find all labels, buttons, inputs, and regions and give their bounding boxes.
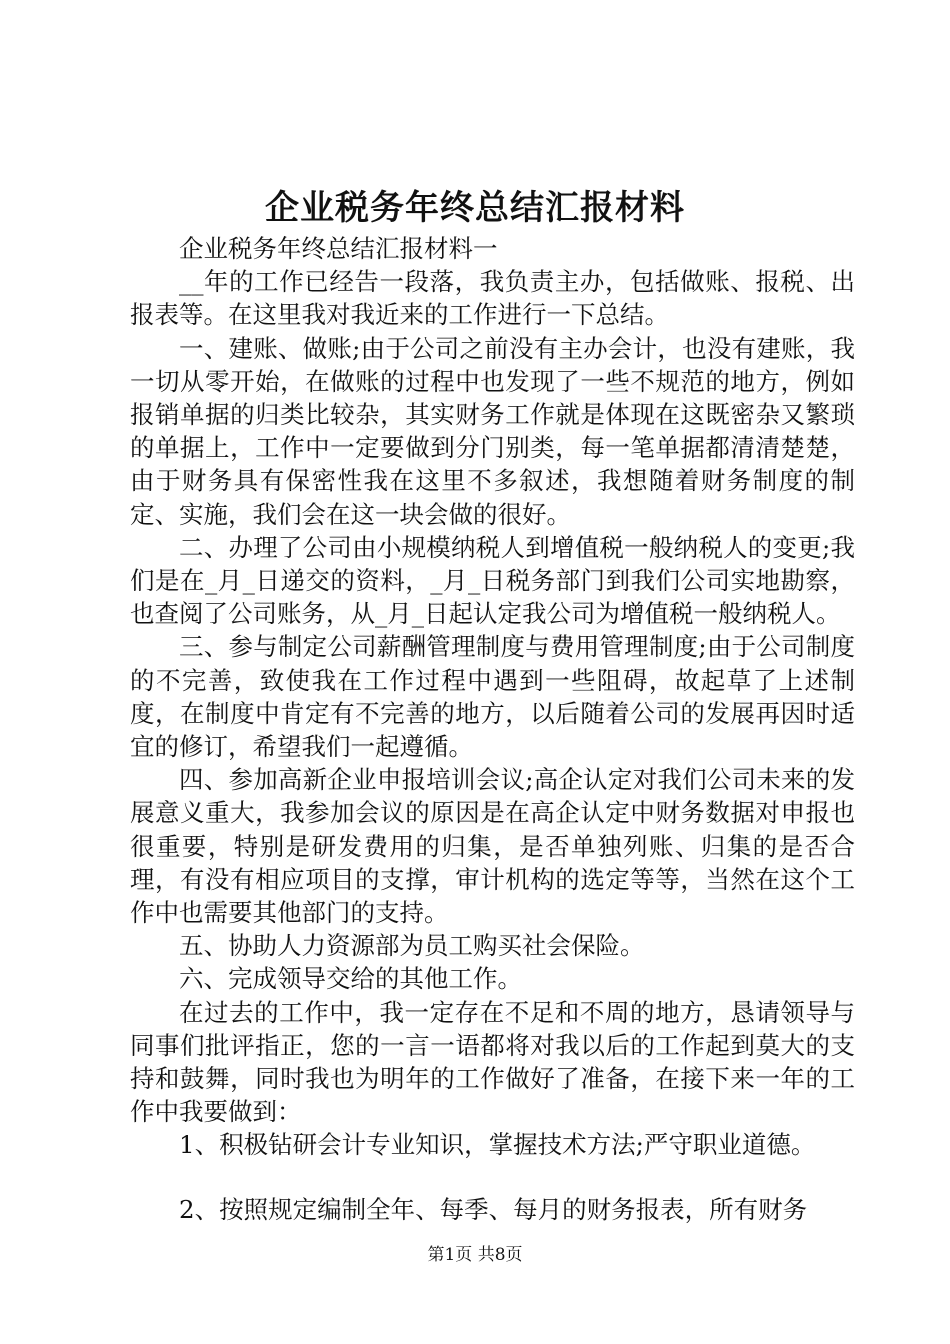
paragraph-item-5: 五、协助人力资源部为员工购买社会保险。 — [179, 931, 645, 961]
paragraph-item-3: 三、参与制定公司薪酬管理制度与费用管理制度;由于公司制度的不完善，致使我在工作过程中遇到一些阻碍，故起草了上述制度，在制度中肯定有不完善的地方，以后随着公司的发展再因时适宜的修订，希望我们一起遵循。 — [130, 632, 855, 762]
paragraph-item-6: 六、完成领导交给的其他工作。 — [179, 964, 522, 994]
paragraph-item-2: 二、办理了公司由小规模纳税人到增值税一般纳税人的变更;我们是在_月_日递交的资料，_月_日税务部门到我们公司实地勘察，也查阅了公司账务，从_月_日起认定我公司为增值税一般纳税人。 — [130, 532, 855, 629]
document-body — [130, 232, 855, 1226]
paragraph-reflection: 在过去的工作中，我一定存在不足和不周的地方，恳请领导与同事们批评指正，您的一言一语都将对我以后的工作起到莫大的支持和鼓舞，同时我也为明年的工作做好了准备，在接下来一年的工作中我要做到： — [130, 997, 855, 1127]
paragraph-goal-1: 1、积极钻研会计专业知识，掌握技术方法;严守职业道德。 — [179, 1130, 816, 1160]
paragraph-subtitle: 企业税务年终总结汇报材料一 — [179, 234, 498, 263]
paragraph-item-1: 一、建账、做账;由于公司之前没有主办会计，也没有建账，我一切从零开始，在做账的过程中也发现了一些不规范的地方，例如报销单据的归类比较杂，其实财务工作就是体现在这既密杂又繁琐的单据上，工作中一定要做到分门别类，每一笔单据都清清楚楚，由于财务具有保密性我在这里不多叙述，我想随着财务制度的制定、实施，我们会在这一块会做的很好。 — [130, 333, 855, 529]
document-title: 企业税务年终总结汇报材料 — [265, 188, 685, 228]
paragraph-item-4: 四、参加高新企业申报培训会议;高企认定对我们公司未来的发展意义重大，我参加会议的原因是在高企认定中财务数据对申报也很重要，特别是研发费用的归集，是否单独列账、归集的是否合理，有没有相应项目的支撑，审计机构的选定等等，当然在这个工作中也需要其他部门的支持。 — [130, 765, 855, 928]
page-number: 第1页 共8页 — [427, 1245, 523, 1265]
page-footer — [0, 1243, 950, 1267]
paragraph-intro: __年的工作已经告一段落，我负责主办，包括做账、报税、出报表等。在这里我对我近来的工作进行一下总结。 — [130, 267, 855, 330]
paragraph-goal-2: 2、按照规定编制全年、每季、每月的财务报表，所有财务 — [179, 1194, 808, 1224]
